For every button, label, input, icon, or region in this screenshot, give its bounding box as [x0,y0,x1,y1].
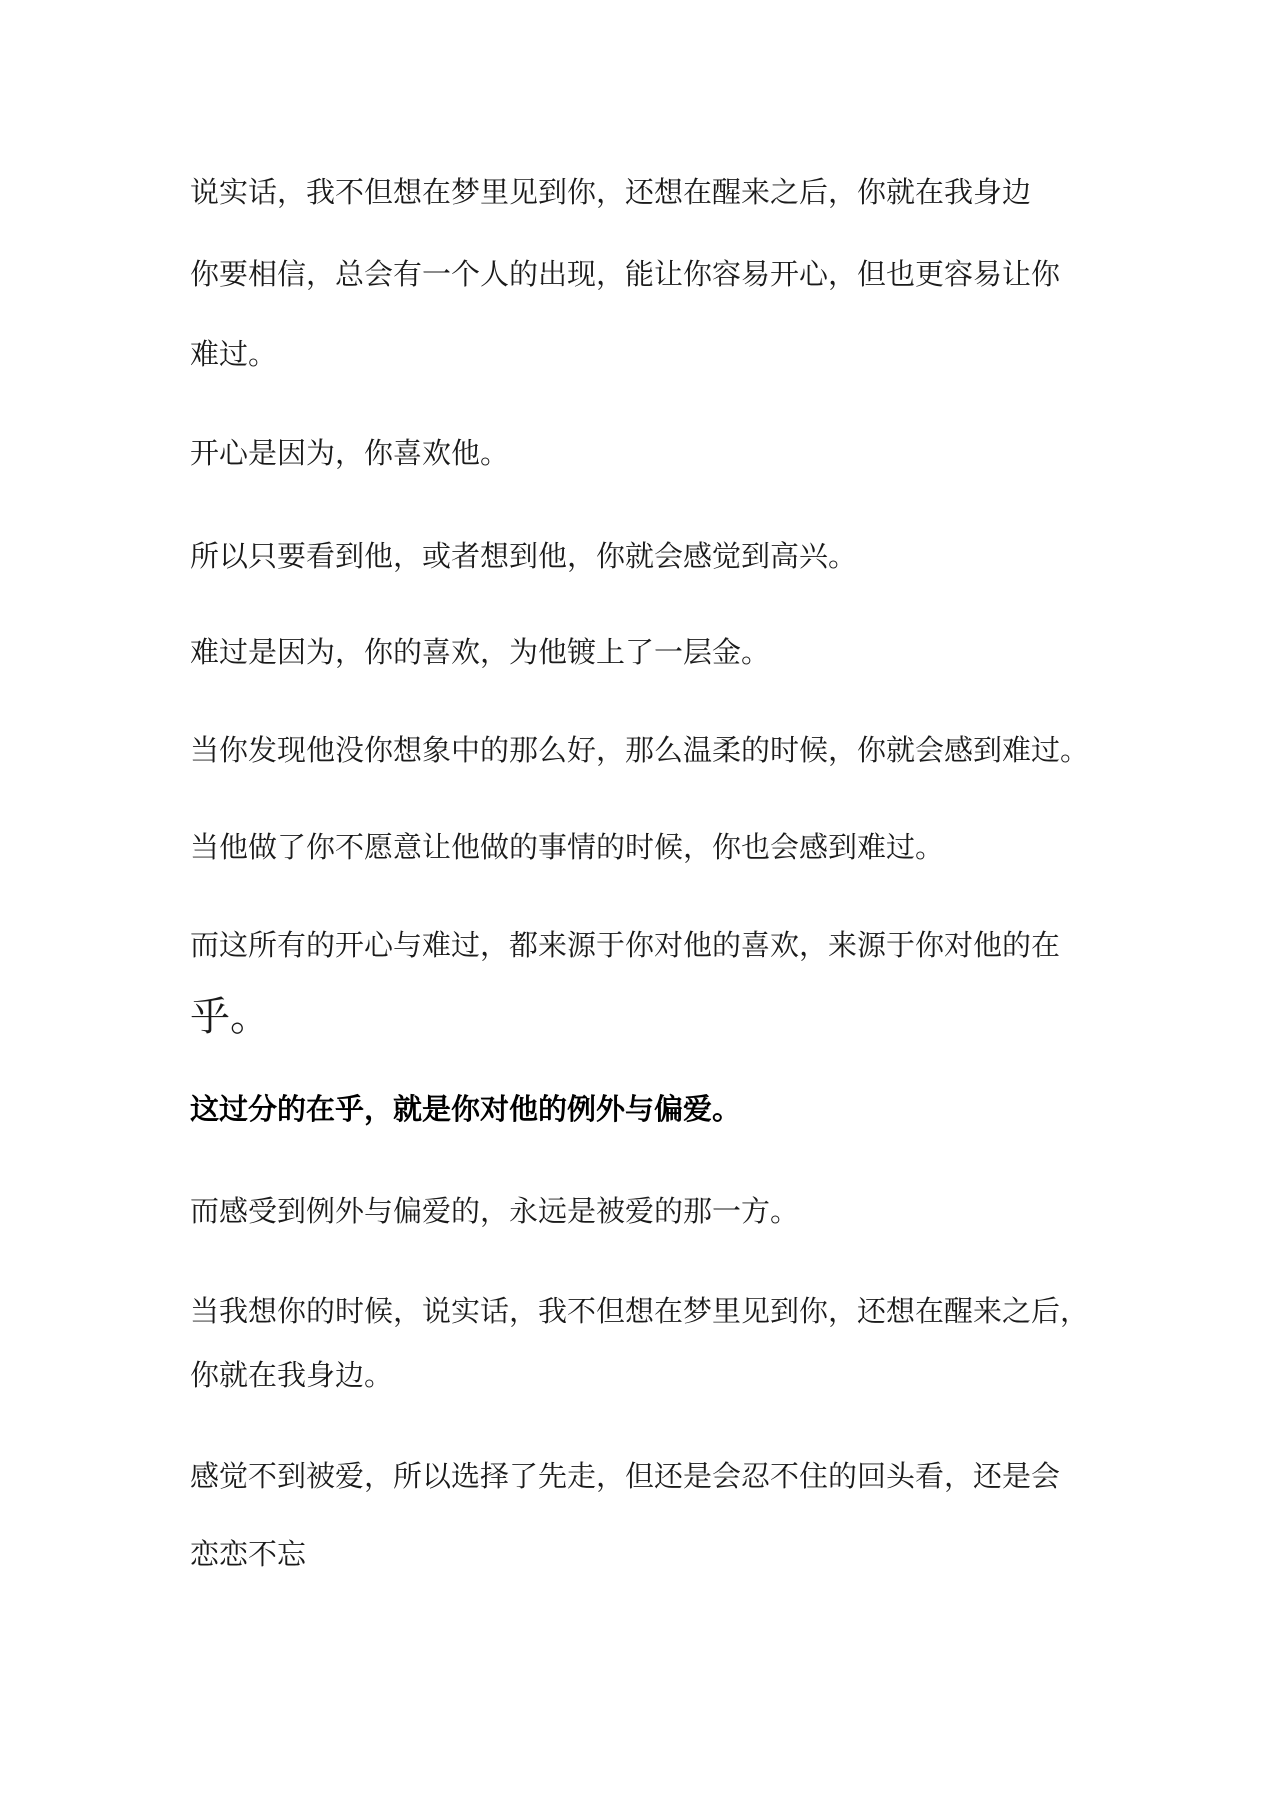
paragraph-line-8: 当他做了你不愿意让他做的事情的时候，你也会感到难过。 [190,830,945,864]
paragraph-line-2: 你要相信，总会有一个人的出现，能让你容易开心，但也更容易让你 [190,257,1061,291]
paragraph-line-3: 难过。 [190,337,278,371]
paragraph-line-13: 当我想你的时候，说实话，我不但想在梦里见到你，还想在醒来之后， [190,1294,1090,1328]
paragraph-line-10: 乎。 [190,994,270,1040]
paragraph-line-15: 感觉不到被爱，所以选择了先走，但还是会忍不住的回头看，还是会 [190,1459,1061,1493]
paragraph-line-5: 所以只要看到他，或者想到他，你就会感觉到高兴。 [190,539,858,573]
paragraph-line-6: 难过是因为，你的喜欢，为他镀上了一层金。 [190,635,771,669]
paragraph-line-4: 开心是因为，你喜欢他。 [190,436,510,470]
paragraph-line-14: 你就在我身边。 [190,1358,394,1392]
paragraph-line-1: 说实话，我不但想在梦里见到你，还想在醒来之后，你就在我身边 [190,175,1032,209]
paragraph-line-9: 而这所有的开心与难过，都来源于你对他的喜欢，来源于你对他的在 [190,928,1061,962]
paragraph-line-12: 而感受到例外与偏爱的，永远是被爱的那一方。 [190,1194,800,1228]
paragraph-line-16: 恋恋不忘 [190,1537,307,1571]
bold-paragraph-line: 这过分的在乎，就是你对他的例外与偏爱。 [190,1092,742,1126]
paragraph-line-7: 当你发现他没你想象中的那么好，那么温柔的时候，你就会感到难过。 [190,733,1090,767]
